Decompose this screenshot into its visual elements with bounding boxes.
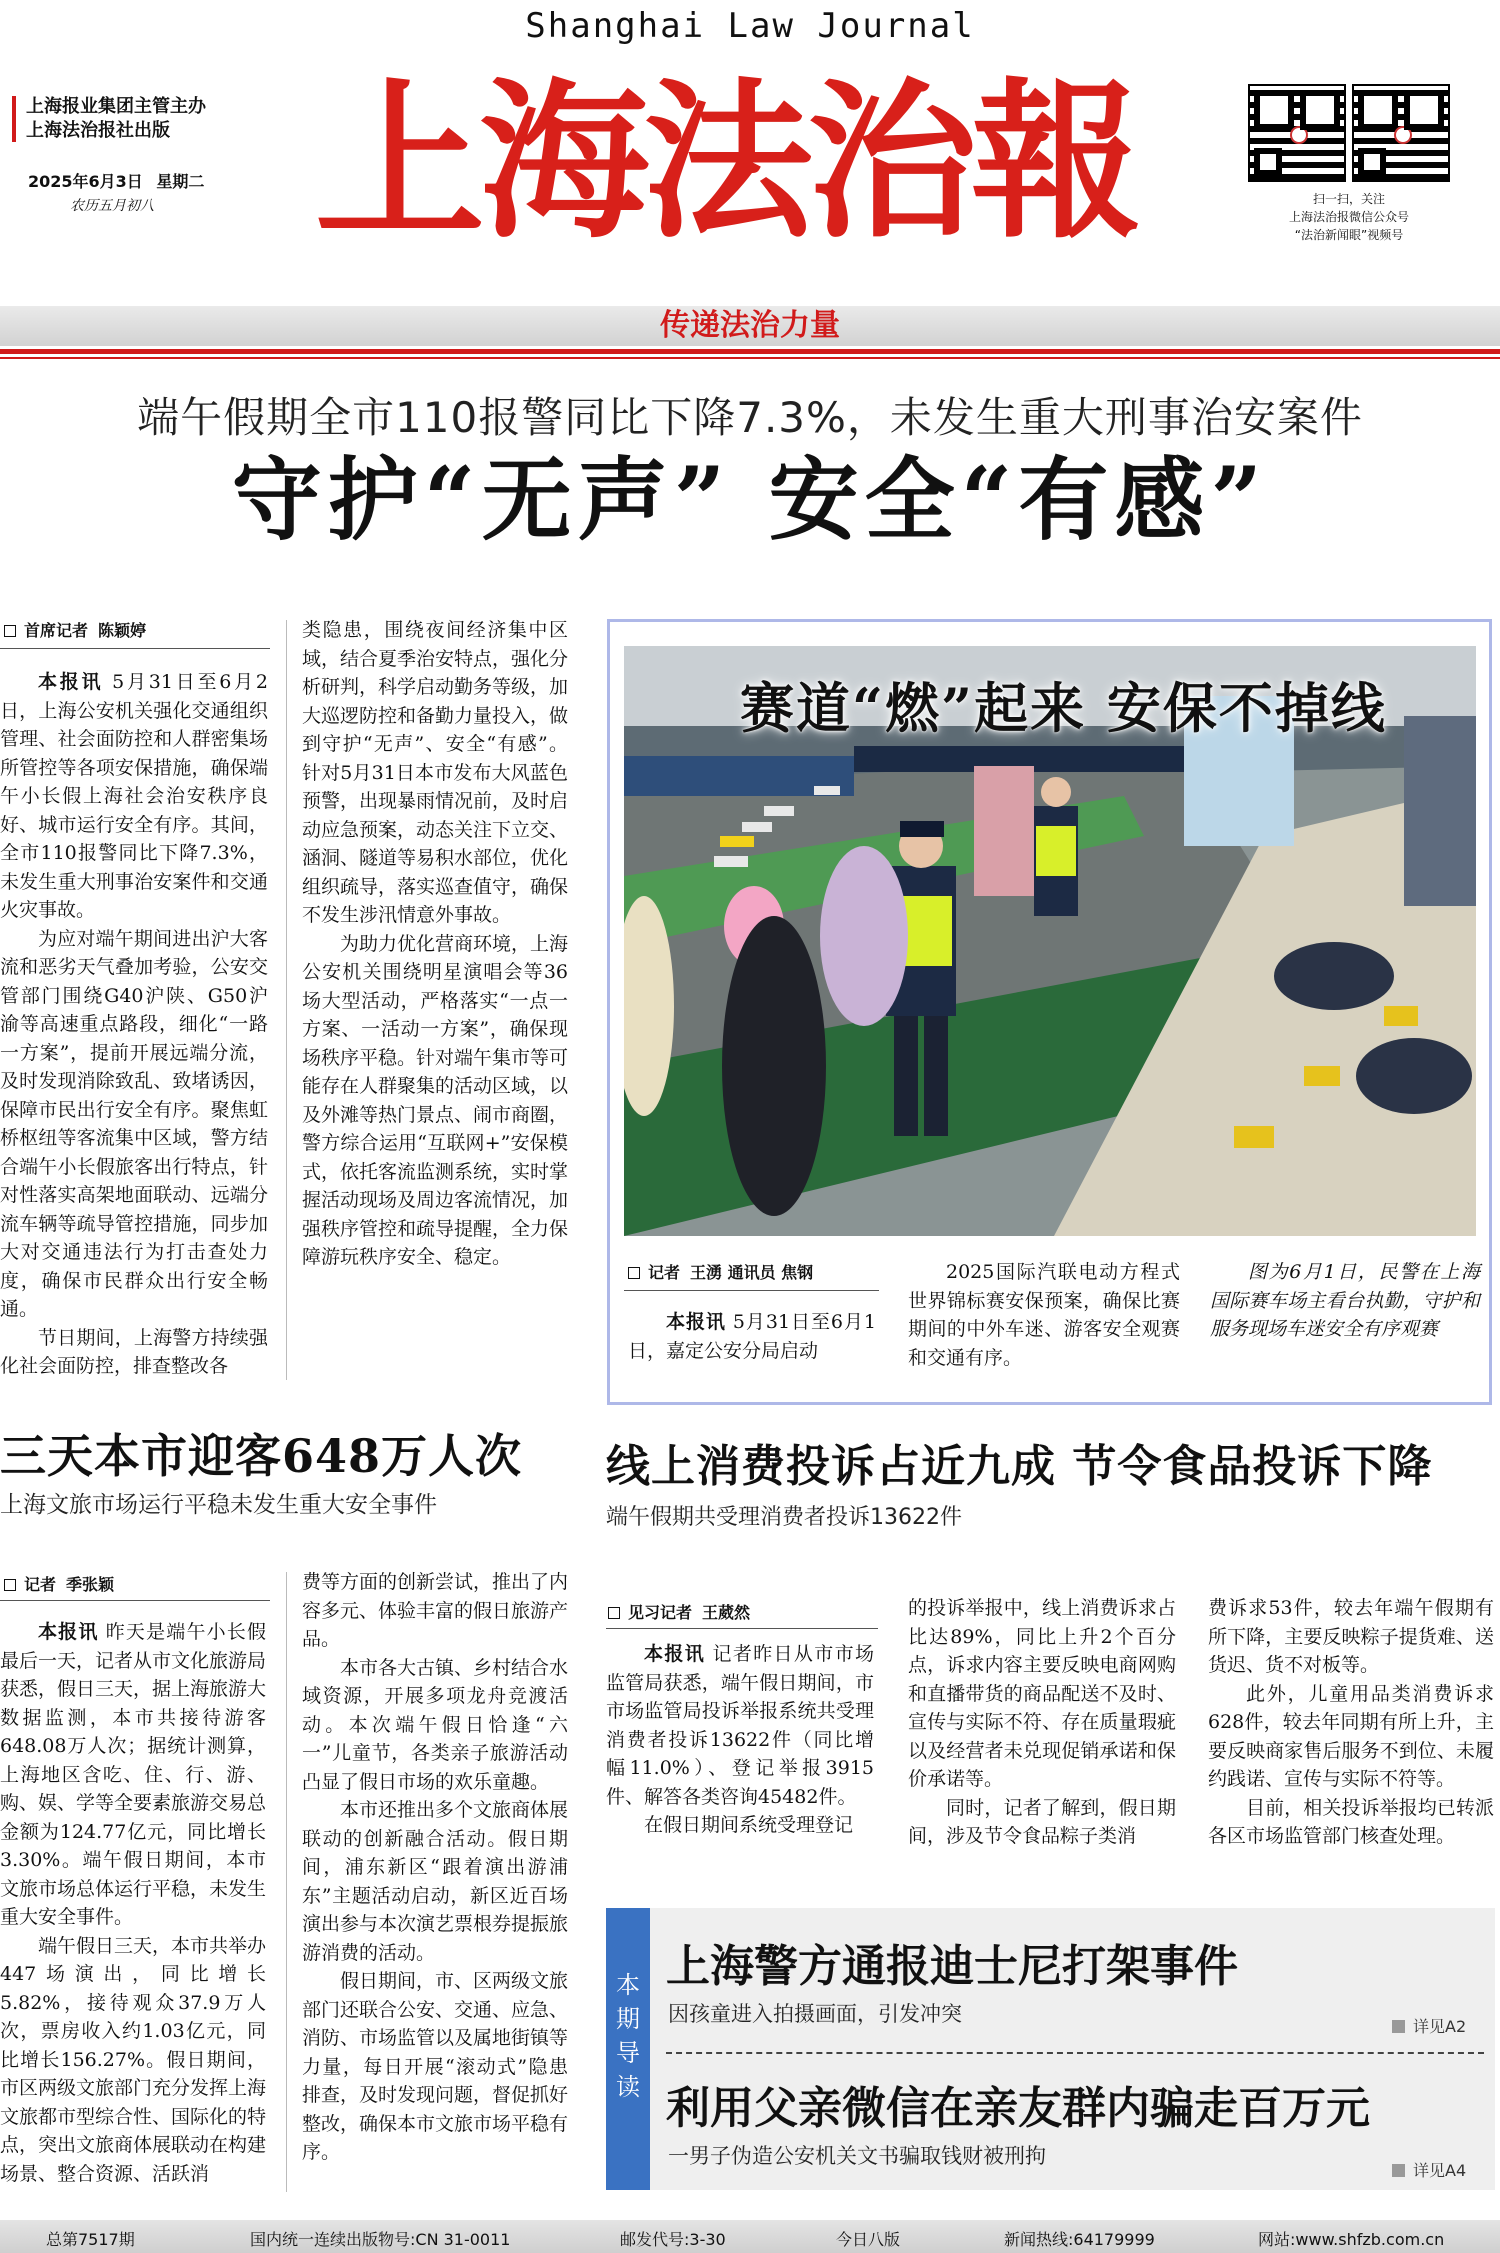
lead-dateline: 本报讯 bbox=[38, 671, 104, 693]
qr-caption-3: “法治新闻眼”视频号 bbox=[1294, 228, 1404, 242]
lead-col2-p1: 类隐患，围绕夜间经济集中区域，结合夏季治安特点，强化分析研判，科学启动勤务等级，加大巡逻防控和备勤力量投入，做到守护“无声”、安全“有感”。针对5月31日本市发布大风蓝色预警，出现暴雨情况前，及时启动应急预案，动态关注下立交、涵洞、隧道等易积水部位，优化组织疏导，落实巡查值守，确保不发生涉汛情意外事故。 bbox=[302, 619, 569, 926]
photo-byline bbox=[628, 1260, 813, 1283]
masthead-rule bbox=[0, 349, 1500, 354]
tourism-byline bbox=[4, 1572, 114, 1595]
photo-caption bbox=[1210, 1258, 1480, 1344]
consumer-byline bbox=[608, 1600, 750, 1623]
column-divider bbox=[286, 620, 287, 1380]
byline-label: 记者 bbox=[24, 1575, 57, 1594]
footer-pages: 今日八版 bbox=[836, 2230, 901, 2249]
byline-name: 季张颖 bbox=[66, 1575, 115, 1594]
byline-label: 记者 bbox=[648, 1263, 681, 1282]
issue-weekday: 星期二 bbox=[156, 172, 205, 191]
guide-item-2-ref-text: 详见A4 bbox=[1413, 2161, 1467, 2180]
qr-caption-2: 上海法治报微信公众号 bbox=[1288, 210, 1409, 224]
consumer-col3-p3: 目前，相关投诉举报均已转派各区市场监管部门核查处理。 bbox=[1208, 1796, 1494, 1847]
qr-code-wechat[interactable] bbox=[1248, 84, 1346, 182]
byline-marker bbox=[4, 625, 16, 637]
tourism-col2-p3: 本市还推出多个文旅商体展联动的创新融合活动。假日期间，浦东新区“跟着演出游浦东”主题活动启动，新区近百场演出参与本次演艺票根券提振旅游消费的活动。 bbox=[302, 1799, 569, 1964]
byline-rule bbox=[0, 648, 270, 649]
consumer-col1-p1: 记者昨日从市市场监管局获悉，端午假日期间，市市场监管局投诉举报系统共受理消费者投诉13622件（同比增幅11.0%）、登记举报3915件、解答各类咨询45482件。 bbox=[606, 1643, 874, 1808]
photo-col1-text: 5月31日至6月1日，嘉定公安分局启动 bbox=[628, 1311, 876, 1362]
consumer-column-3 bbox=[1208, 1594, 1494, 1851]
consumer-column-2 bbox=[908, 1594, 1176, 1851]
tourism-column-2 bbox=[302, 1568, 568, 2167]
footer-bar bbox=[0, 2220, 1500, 2253]
byline-name: 陈颖婷 bbox=[98, 621, 147, 640]
consumer-col2-p2: 同时，记者了解到，假日期间，涉及节令食品粽子类消 bbox=[908, 1796, 1176, 1847]
qr-code-video[interactable] bbox=[1352, 84, 1450, 182]
lead-byline bbox=[4, 618, 146, 641]
photo-column-1 bbox=[628, 1308, 876, 1365]
publisher-line-2: 上海法治报社出版 bbox=[26, 120, 170, 141]
guide-item-2-ref[interactable] bbox=[1392, 2158, 1466, 2181]
column-divider bbox=[286, 1572, 287, 2192]
masthead-rule-thin bbox=[0, 357, 1500, 359]
tourism-headline[interactable]: 三天本市迎客648万人次 bbox=[0, 1429, 523, 1483]
photo-column-2 bbox=[908, 1258, 1180, 1372]
byline-marker bbox=[4, 1579, 16, 1591]
tourism-col2-p2: 本市各大古镇、乡村结合水域资源，开展多项龙舟竞渡活动。本次端午假日恰逢“六一”儿童节，各类亲子旅游活动凸显了假日市场的欢乐童趣。 bbox=[302, 1656, 569, 1793]
footer-issue: 总第7517期 bbox=[46, 2230, 135, 2249]
footer-postal-code: 邮发代号:3-30 bbox=[620, 2230, 726, 2249]
lead-col1-p2: 为应对端午期间进出沪大客流和恶劣天气叠加考验，公安交管部门围绕G40沪陕、G50沪渝等高速重点路段，细化“一路一方案”，提前开展远端分流，及时发现消除致乱、致堵诱因，保障市民出行安全有序。聚焦虹桥枢纽等客流集中区域，警方结合端午小长假旅客出行特点，针对性落实高架地面联动、远端分流车辆等疏导管控措施，同步加大对交通违法行为打击查处力度，确保市民群众出行安全畅通。 bbox=[0, 927, 268, 1320]
consumer-subhead: 端午假期共受理消费者投诉13622件 bbox=[606, 1505, 962, 1530]
guide-item-1-title[interactable]: 上海警方通报迪士尼打架事件 bbox=[666, 1941, 1238, 1992]
lead-headline[interactable]: 守护“无声” 安全“有感” bbox=[231, 447, 1269, 553]
byline-rule bbox=[606, 1628, 878, 1629]
slogan: 传递法治力量 bbox=[660, 308, 840, 343]
lead-col1-text: 5月31日至6月2日，上海公安机关强化交通组织管理、社会面防控和人群密集场所管控等各项安保措施，确保端午小长假上海社会治安秩序良好、城市运行安全有序。其间，全市110报警同比下降7.3%，未发生重大刑事治安案件和交通火灾事故。 bbox=[0, 671, 268, 921]
consumer-col1-p2: 在假日期间系统受理登记 bbox=[644, 1814, 854, 1836]
photo-dateline: 本报讯 bbox=[666, 1311, 726, 1333]
guide-item-2-subtitle: 一男子伪造公安机关文书骗取钱财被刑拘 bbox=[668, 2144, 1046, 2168]
issue-date: 2025年6月3日 bbox=[28, 172, 143, 191]
tourism-col2-p4: 假日期间，市、区两级文旅部门还联合公安、交通、应急、消防、市场监管以及属地街镇等力量，每日开展“滚动式”隐患排查，及时发现问题，督促抓好整改，确保本市文旅市场平稳有序。 bbox=[302, 1970, 569, 2163]
photo-col2-text: 2025国际汽联电动方程式世界锦标赛安保预案，确保比赛期间的中外车迷、游客安全观赛和交通有序。 bbox=[908, 1261, 1180, 1369]
ref-marker-icon bbox=[1392, 2020, 1405, 2033]
qr-caption-1: 扫一扫，关注 bbox=[1312, 192, 1385, 206]
consumer-col3-p1: 费诉求53件，较去年端午假期有所下降，主要反映粽子提货难、送货迟、货不对板等。 bbox=[1208, 1597, 1494, 1676]
tourism-column-1 bbox=[0, 1618, 266, 2188]
byline-rule bbox=[0, 1600, 270, 1601]
footer-website[interactable]: 网站:www.shfzb.com.cn bbox=[1258, 2230, 1445, 2249]
guide-tab-label: 本期导读 bbox=[616, 1971, 640, 2101]
byline-label: 见习记者 bbox=[628, 1603, 693, 1622]
guide-tab bbox=[606, 1908, 650, 2190]
guide-divider bbox=[666, 2052, 1484, 2054]
consumer-dateline: 本报讯 bbox=[644, 1643, 706, 1665]
photo-title: 赛道“燃”起来 安保不掉线 bbox=[740, 676, 1387, 740]
tourism-dateline: 本报讯 bbox=[38, 1621, 99, 1643]
tourism-subhead: 上海文旅市场运行平稳未发生重大安全事件 bbox=[0, 1492, 437, 1518]
tourism-col1-p2: 端午假日三天，本市共举办447场演出，同比增长5.82%，接待观众37.9万人次，票房收入约1.03亿元，同比增长156.27%。假日期间，市区两级文旅部门充分发挥上海文旅都市型综合性、国际化的特点，突出文旅商体展联动在构建场景、整合资源、活跃消 bbox=[0, 1934, 267, 2185]
publisher-line-1: 上海报业集团主管主办 bbox=[26, 96, 206, 117]
guide-item-2-title[interactable]: 利用父亲微信在亲友群内骗走百万元 bbox=[666, 2083, 1370, 2134]
consumer-col2-p1: 的投诉举报中，线上消费诉求占比达89%，同比上升2个百分点，诉求内容主要反映电商网购和直播带货的商品配送不及时、宣传与实际不符、存在质量瑕疵以及经营者未兑现促销承诺和保价承诺等。 bbox=[908, 1597, 1176, 1790]
footer-hotline: 新闻热线:64179999 bbox=[1004, 2230, 1155, 2249]
guide-item-1-ref[interactable] bbox=[1392, 2014, 1466, 2037]
lead-col2-p2: 为助力优化营商环境，上海公安机关围绕明星演唱会等36场大型活动，严格落实“一点一方案、一活动一方案”，确保现场秩序平稳。针对端午集市等可能存在人群聚集的活动区域，以及外滩等热门景点、闹市商圈，警方综合运用“互联网+”安保模式，依托客流监测系统，实时掌握活动现场及周边客流情况，加强秩序管控和疏导提醒，全力保障游玩秩序安全、稳定。 bbox=[302, 932, 569, 1268]
tourism-col1-p1: 昨天是端午小长假最后一天，记者从市文化旅游局获悉，假日三天，据上海旅游大数据监测，本市共接待游客648.08万人次；据统计测算，上海地区含吃、住、行、游、购、娱、学等全要素旅游交易总金额为124.77亿元，同比增长3.30%。端午假日期间，本市文旅市场总体运行平稳，未发生重大安全事件。 bbox=[0, 1621, 267, 1928]
consumer-col3-p2: 此外，儿童用品类消费诉求628件，较去年同期有所上升，主要反映商家售后服务不到位、未履约践诺、宣传与实际不符等。 bbox=[1208, 1682, 1494, 1790]
byline-name: 王葳然 bbox=[702, 1603, 751, 1622]
consumer-headline[interactable]: 线上消费投诉占近九成 节令食品投诉下降 bbox=[606, 1441, 1433, 1492]
lunar-date: 农历五月初八 bbox=[70, 198, 154, 214]
guide-item-1-subtitle: 因孩童进入拍摄画面，引发冲突 bbox=[668, 2002, 962, 2026]
photo-caption-text: 图为6月1日，民警在上海国际赛车场主看台执勤，守护和服务现场车迷安全有序观赛 bbox=[1210, 1261, 1480, 1340]
english-title: Shanghai Law Journal bbox=[525, 6, 975, 46]
guide-item-1-ref-text: 详见A2 bbox=[1413, 2017, 1467, 2036]
byline-names: 王湧 通讯员 焦钢 bbox=[690, 1263, 814, 1282]
ref-marker-icon bbox=[1392, 2164, 1405, 2177]
lead-col1-p3: 节日期间，上海警方持续强化社会面防控，排查整改各 bbox=[0, 1326, 268, 1377]
lead-column-1 bbox=[0, 668, 268, 1381]
masthead-logo: 上海法治報 bbox=[314, 62, 1135, 262]
consumer-column-1 bbox=[606, 1640, 874, 1840]
lead-kicker: 端午假期全市110报警同比下降7.3%，未发生重大刑事治安案件 bbox=[137, 393, 1363, 442]
tourism-col2-p1: 费等方面的创新尝试，推出了内容多元、体验丰富的假日旅游产品。 bbox=[302, 1571, 569, 1650]
byline-marker bbox=[628, 1267, 640, 1279]
byline-marker bbox=[608, 1607, 620, 1619]
byline-label: 首席记者 bbox=[24, 621, 89, 640]
footer-cn-number: 国内统一连续出版物号:CN 31-0011 bbox=[250, 2230, 511, 2249]
publisher-marker bbox=[12, 96, 16, 142]
lead-column-2 bbox=[302, 616, 568, 1272]
byline-rule bbox=[624, 1290, 879, 1291]
